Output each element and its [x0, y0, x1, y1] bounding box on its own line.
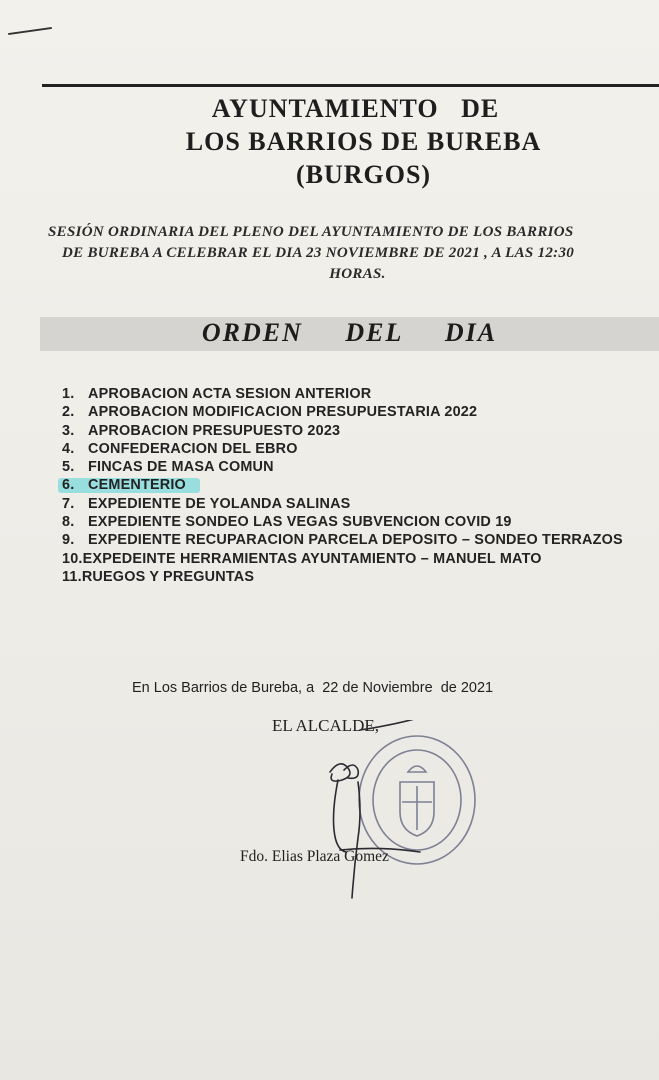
signatory-name: Fdo. Elias Plaza Gomez: [240, 848, 389, 865]
agenda-item-text: CONFEDERACION DEL EBRO: [88, 440, 298, 457]
agenda-item-text: EXPEDIENTE DE YOLANDA SALINAS: [88, 495, 351, 512]
header-line-1: AYUNTAMIENTO DE: [211, 94, 500, 123]
agenda-item-text: EXPEDIENTE SONDEO LAS VEGAS SUBVENCION COVID 19: [88, 514, 512, 531]
agenda-item-text: APROBACION PRESUPUESTO 2023: [88, 422, 341, 439]
agenda-item-number: 6.: [62, 477, 75, 494]
agenda-item-text: EXPEDEINTE HERRAMIENTAS AYUNTAMIENTO – MANUEL MATO: [82, 550, 542, 567]
alcalde-label: EL ALCALDE,: [272, 716, 380, 735]
session-text: [48, 222, 659, 285]
agenda-item-number: 4.: [62, 440, 75, 457]
handwritten-signature: [300, 720, 440, 900]
agenda-item-text: EXPEDIENTE RECUPARACION PARCELA DEPOSITO – SONDEO TERRAZOS: [88, 532, 623, 549]
session-line-2: DE BUREBA A CELEBRAR EL DIA 23 NOVIEMBRE DE 2021 , A LAS 12:30: [62, 245, 575, 261]
agenda-item: [62, 568, 623, 586]
agenda-item-number: 5.: [62, 459, 75, 476]
place-and-date: En Los Barrios de Bureba, a 22 de Noviembre de 2021: [132, 680, 494, 696]
agenda-item-text: APROBACION MODIFICACION PRESUPUESTARIA 2022: [88, 404, 478, 421]
agenda-item: [62, 495, 623, 513]
agenda-item-text: CEMENTERIO: [88, 477, 186, 494]
agenda-item-number: 1.: [62, 386, 75, 402]
agenda-item: [62, 531, 623, 549]
agenda-item: [62, 403, 623, 421]
agenda-item-highlighted: [62, 476, 623, 494]
agenda-item-number: 3.: [62, 422, 75, 439]
agenda-item-number: 7.: [62, 495, 75, 512]
agenda-item-number: 10.: [62, 550, 83, 567]
header-line-3: (BURGOS): [295, 160, 432, 189]
agenda-item-number: 11.: [62, 568, 82, 585]
session-line-3: HORAS.: [329, 266, 386, 282]
agenda-item-text: RUEGOS Y PREGUNTAS: [81, 568, 255, 585]
agenda-item-number: 2.: [62, 404, 75, 421]
session-line-1: SESIÓN ORDINARIA DEL PLENO DEL AYUNTAMIENTO DE LOS BARRIOS: [48, 224, 574, 240]
pen-mark: [8, 27, 52, 35]
agenda-item-text: FINCAS DE MASA COMUN: [88, 459, 274, 476]
orden-del-dia-title: ORDEN DEL DIA: [201, 318, 498, 347]
agenda-item: [62, 550, 623, 568]
agenda-item: [62, 458, 623, 476]
agenda-item: [62, 422, 623, 440]
agenda-item: [62, 440, 623, 458]
agenda-item-number: 9.: [62, 532, 75, 549]
agenda-list: [62, 385, 623, 586]
top-rule: [42, 84, 659, 87]
agenda-item-number: 8.: [62, 514, 75, 531]
agenda-item: [62, 513, 623, 531]
agenda-item-text: APROBACION ACTA SESION ANTERIOR: [88, 386, 372, 402]
agenda-item: [62, 385, 623, 403]
header-line-2: LOS BARRIOS DE BUREBA: [185, 127, 542, 156]
